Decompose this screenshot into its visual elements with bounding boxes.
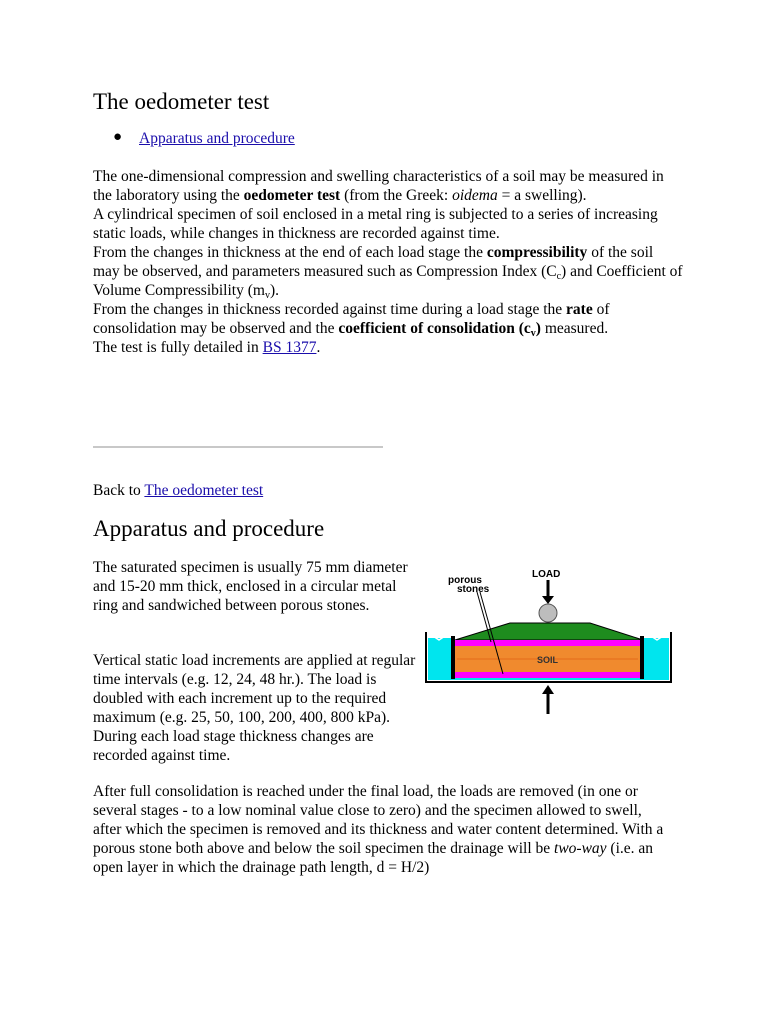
oedometer-diagram xyxy=(425,560,673,720)
porous-stone-bottom xyxy=(455,672,640,678)
load-ball xyxy=(539,604,557,622)
porous-stone-top xyxy=(455,640,640,646)
oedometer-test-term: oedometer test xyxy=(243,187,341,204)
rate-term: rate xyxy=(566,301,593,318)
compressibility-term: compressibility xyxy=(486,244,588,261)
intro-text: A cylindrical specimen of soil enclosed in a metal ring is subjected to a series of increasing static loads, while changes in thickness are recorded against time. xyxy=(93,206,658,242)
apparatus-text: After full consolidation is reached under the final load, the loads are removed (in one or several stages - to a low nominal value close to zero) and the specimen allowed to swell, after which the specimen is removed and its thickness and water content determined. With a porous stone both above and below the soil specimen the drainage will be xyxy=(93,783,664,857)
water-left xyxy=(428,638,453,680)
bullet-icon: ● xyxy=(113,129,123,145)
intro-text: The one-dimensional compression and swelling characteristics of a soil may be measured in the laboratory using the xyxy=(93,168,664,204)
intro-text: . xyxy=(316,339,321,356)
intro-paragraph xyxy=(93,167,683,357)
ring-wall-left xyxy=(451,636,455,679)
intro-text: From the changes in thickness at the end of each load stage the xyxy=(93,244,487,261)
coefficient-label: coefficient of consolidation (c xyxy=(338,320,531,337)
loading-cap xyxy=(455,623,643,640)
intro-text: = a swelling). xyxy=(497,187,587,204)
intro-text: measured. xyxy=(540,320,609,337)
coefficient-term xyxy=(338,320,541,337)
apparatus-text: (i.e. an open layer in which the drainage path length, d = H/2) xyxy=(93,840,654,876)
coefficient-close: ) xyxy=(535,320,541,337)
bs1377-link[interactable]: BS 1377 xyxy=(262,339,317,356)
intro-text: ). xyxy=(269,282,279,299)
subscript: v xyxy=(264,290,270,301)
apparatus-paragraph-1: The saturated specimen is usually 75 mm diameter and 15-20 mm thick, enclosed in a circular metal ring and sandwiched between porous stones. xyxy=(93,559,408,614)
intro-text: of consolidation may be observed and the xyxy=(93,301,610,337)
intro-text: The test is fully detailed in xyxy=(93,339,263,356)
back-link-line xyxy=(93,481,263,500)
intro-text: From the changes in thickness recorded against time during a load stage the xyxy=(93,301,567,318)
section-title-apparatus: Apparatus and procedure xyxy=(93,516,325,541)
intro-text: ) and Coefficient of Volume Compressibility (m xyxy=(93,263,683,299)
load-arrow-head xyxy=(542,596,554,604)
ring-wall-right xyxy=(640,636,644,679)
apparatus-paragraph-3 xyxy=(93,782,673,877)
back-prefix: Back to xyxy=(93,482,145,499)
load-label: LOAD xyxy=(532,569,561,580)
subscript: v xyxy=(530,328,536,339)
two-way-term: two-way xyxy=(554,840,607,857)
soil-label: SOIL xyxy=(537,655,559,665)
stones-label: stones xyxy=(457,584,490,595)
toc-link-apparatus[interactable]: Apparatus and procedure xyxy=(139,130,295,147)
apparatus-paragraph-2: Vertical static load increments are applied at regular time intervals (e.g. 12, 24, 48 hr.). The load is doubled with each increment up to the required maximum (e.g. 25, 50, 100, 200, 400, 800 kPa). During each load stage thickness changes are recorded against time. xyxy=(93,652,416,764)
section-divider xyxy=(93,446,383,448)
porous-label: porous xyxy=(448,575,482,586)
intro-text: (from the Greek: xyxy=(340,187,453,204)
intro-text: of the soil may be observed, and parameters measured such as Compression Index (C xyxy=(93,244,654,280)
subscript: c xyxy=(556,271,562,282)
water-right xyxy=(644,638,669,680)
back-link[interactable]: The oedometer test xyxy=(144,482,264,499)
page-title: The oedometer test xyxy=(93,89,270,114)
oidema-term: oidema xyxy=(452,187,498,204)
reaction-arrow-head xyxy=(542,685,554,694)
